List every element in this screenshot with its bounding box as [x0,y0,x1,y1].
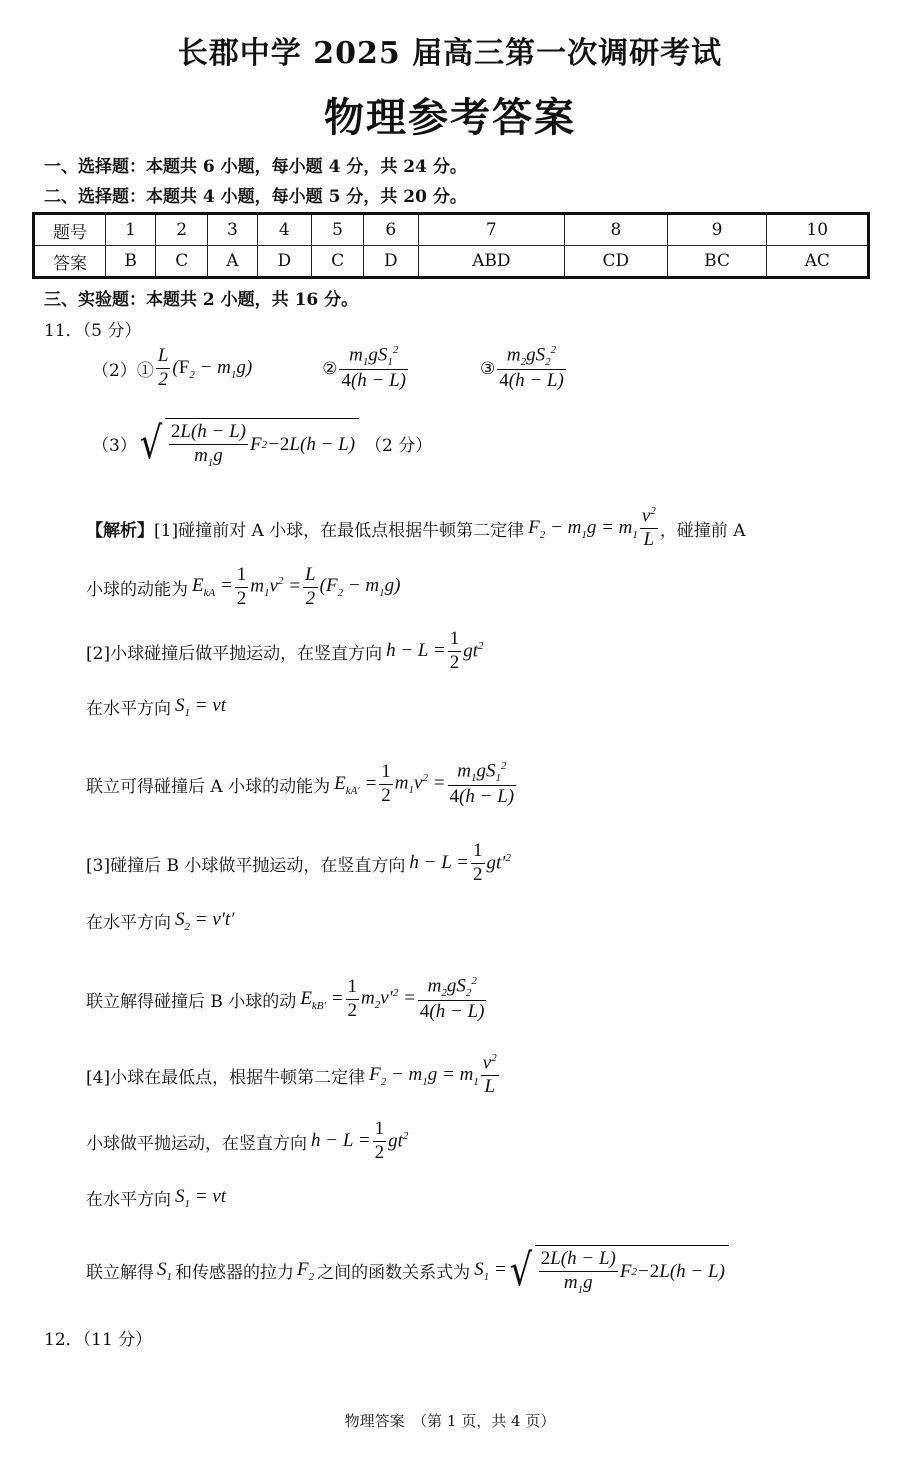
table-cell: 6 [364,214,418,246]
formula: $m_2v'^2$ = [361,987,416,1012]
analysis-line-1 [86,505,746,552]
table-cell: ABD [418,246,564,278]
formula: h − L = [409,852,470,874]
formula: $F_2$ [297,1258,315,1283]
page-footer: 物理答案 （第 1 页，共 4 页） [344,1412,556,1430]
analysis-line-10 [86,1118,408,1165]
formula: $S_1$ = vt [175,1185,227,1210]
table-row-numbers [34,214,869,246]
analysis-tag: 【解析】 [86,520,154,541]
q11-part3-answer [92,418,432,470]
analysis-text: ，碰撞前 A [659,520,746,541]
formula: $S_1$ [157,1258,172,1283]
table-cell: 3 [208,214,257,246]
formula: $(F_2 - m_1g)$ [172,356,253,381]
table-cell: 8 [565,214,668,246]
sqrt-formula: √ $\frac{2L(h - L)}{m_1g}$ F 2 − 2 L(h − L) [507,1245,729,1297]
table-cell: A [208,246,257,278]
analysis-text: [1]碰撞前对 A 小球，在最低点根据牛顿第二定律 [154,520,525,541]
formula: $S_1$ = [474,1258,507,1283]
table-cell: D [364,246,418,278]
analysis-text: 在水平方向 [86,913,171,933]
formula: $F_2 - m_1g = m_1$ [528,516,638,541]
table-cell: 1 [106,214,156,246]
formula: $gt'^2$ [486,852,511,874]
analysis-text: 联立解得 [86,1263,154,1284]
analysis-text: 在水平方向 [86,699,171,719]
formula: $E_{kB'}$ = [300,987,344,1012]
section-2-heading: 二、选择题：本题共 4 小题，每小题 5 分，共 20 分。 [44,187,467,207]
analysis-line-5 [86,760,518,809]
formula: $gt^2$ [463,640,484,662]
answer-table [32,212,870,279]
analysis-line-4 [86,694,226,719]
formula: $(F_2 - m_1g)$ [319,575,401,600]
table-cell: 答案 [34,246,106,278]
q11-part2-answers [92,344,568,393]
analysis-text: 在水平方向 [86,1190,171,1210]
table-cell: B [106,246,156,278]
analysis-text: [3]碰撞后 B 小球做平抛运动，在竖直方向 [86,855,406,876]
table-cell: 7 [418,214,564,246]
formula-fraction: $\frac{v^2}{L}$ [482,1052,497,1098]
formula-fraction: $\frac{m_2gS_2^2}{4(h - L)}$ [419,975,485,1023]
formula: $F_2 - m_1g = m_1$ [369,1063,479,1088]
formula: $m_1v^2$ = [394,772,446,797]
table-cell: 9 [667,214,767,246]
table-cell: AC [767,246,869,278]
analysis-line-2 [86,564,400,611]
formula: h − L = [311,1130,371,1152]
analysis-text: 和传感器的拉力 [175,1263,294,1284]
analysis-text: [2]小球碰撞后做平抛运动，在竖直方向 [86,643,383,664]
formula-fraction: $\frac{1}{2}$ [449,628,460,673]
circle-2-label: ② [322,358,338,379]
analysis-text: [4]小球在最低点，根据牛顿第二定律 [86,1067,366,1088]
section-3-heading: 三、实验题：本题共 2 小题，共 16 分。 [44,290,359,310]
part2-label: （2）① [92,361,154,382]
table-cell: 2 [156,214,208,246]
circle-3-label: ③ [480,358,496,379]
analysis-text: 联立解得碰撞后 B 小球的动 [86,992,297,1013]
formula-fraction: $\frac{1}{2}$ [473,840,483,885]
analysis-line-9 [86,1052,501,1099]
table-cell: 10 [767,214,869,246]
formula: $E_{kA'}$ = [334,772,378,797]
formula: $S_1$ = vt [175,694,227,719]
analysis-line-6 [86,840,511,887]
table-cell: CD [565,246,668,278]
analysis-line-11 [86,1185,226,1210]
table-cell: D [257,246,311,278]
section-1-heading: 一、选择题：本题共 6 小题，每小题 4 分，共 24 分。 [44,157,467,177]
table-cell: BC [667,246,767,278]
formula-fraction: $\frac{m_1gS_1^2}{4(h - L)}$ [341,344,406,392]
formula: h − L = [386,640,446,662]
sqrt-formula: √ $\frac{2L(h - L)}{m_1g}$ F 2 − 2 L(h − L) [137,418,359,470]
table-cell: 5 [312,214,364,246]
formula: $E_{kA}$ = [192,575,233,600]
table-cell: 题号 [34,214,106,246]
analysis-line-8 [86,975,488,1024]
table-cell: C [156,246,208,278]
formula-fraction: $\frac{L}{2}$ [157,345,169,391]
formula-fraction: $\frac{1}{2}$ [236,564,247,609]
formula-fraction: $\frac{L}{2}$ [305,564,316,609]
exam-title: 长郡中学 2025 届高三第一次调研考试 [177,36,723,71]
table-row-answers [34,246,869,278]
analysis-line-12 [86,1245,729,1297]
analysis-line-3 [86,628,484,675]
formula: $S_2 = v't'$ [175,908,235,933]
part3-score: （2 分） [365,436,433,457]
table-cell: C [312,246,364,278]
document-title: 物理参考答案 [324,94,576,141]
analysis-text: 小球的动能为 [86,579,188,600]
formula-fraction: $\frac{1}{2}$ [374,1118,385,1163]
formula-fraction: $\frac{m_1gS_1^2}{4(h - L)}$ [449,760,515,808]
part3-label: （3） [92,436,137,457]
analysis-text: 之间的函数关系式为 [317,1263,471,1284]
q11-header: 11．（5 分） [44,321,142,341]
formula-fraction: $\frac{m_2gS_2^2}{4(h - L)}$ [499,344,564,392]
q12-header: 12．（11 分） [44,1330,153,1350]
formula-fraction: $\frac{v^2}{L}$ [641,505,656,551]
formula-fraction: $\frac{1}{2}$ [347,976,358,1022]
formula-fraction: $\frac{1}{2}$ [381,761,391,807]
formula: $gt^2$ [388,1130,409,1152]
table-cell: 4 [257,214,311,246]
analysis-text: 联立可得碰撞后 A 小球的动能为 [86,777,331,798]
formula: $m_1v^2$ = [250,575,302,600]
analysis-text: 小球做平抛运动，在竖直方向 [86,1133,307,1154]
analysis-line-7 [86,908,234,933]
